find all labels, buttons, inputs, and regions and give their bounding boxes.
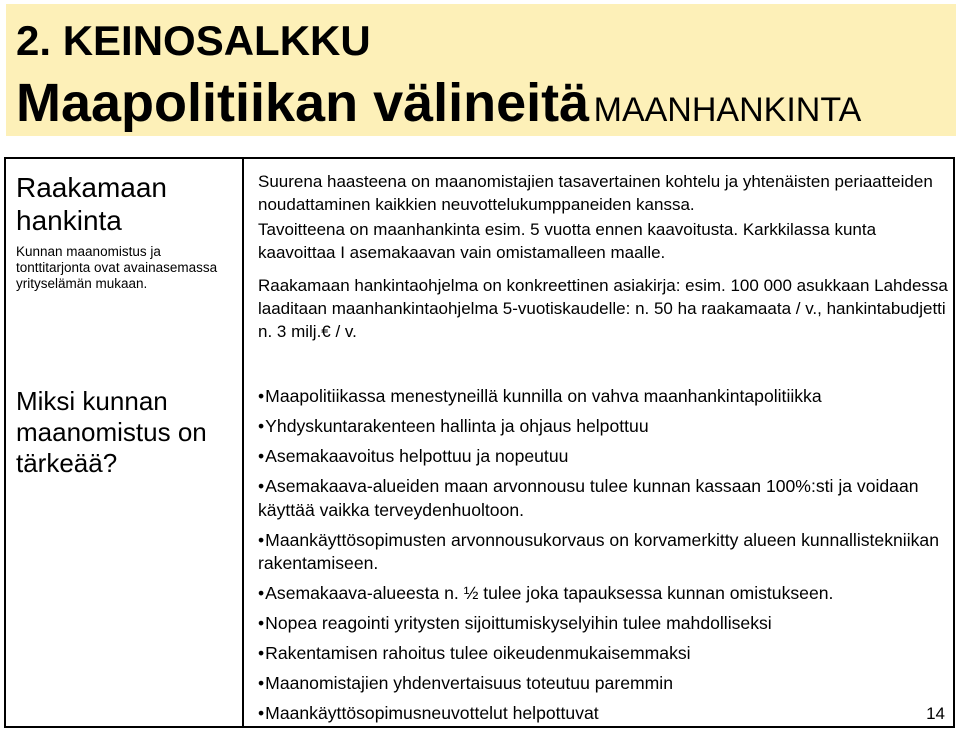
list-item: •Yhdyskuntarakenteen hallinta ja ohjaus helpottuu bbox=[258, 416, 649, 436]
bullet-icon: • bbox=[258, 529, 265, 550]
page-number: 14 bbox=[926, 704, 945, 723]
list-item: •Maanomistajien yhdenvertaisuus toteutuu paremmin bbox=[258, 673, 673, 693]
left-heading: Raakamaan hankinta bbox=[16, 172, 167, 236]
paragraph: Tavoitteena on maanhankinta esim. 5 vuotta ennen kaavoitusta. Karkkilassa kunta kaavoittaa I asemakaavan vain omistamalleen maalle. bbox=[258, 220, 877, 262]
subtitle-main: Maapolitiikan välineitä bbox=[16, 73, 590, 133]
bullet-icon: • bbox=[258, 416, 265, 436]
paragraph: Suurena haasteena on maanomistajien tasavertainen kohtelu ja yhtenäisten periaatteiden noudattaminen kaikkien neuvottelukumppaneiden kanssa. bbox=[258, 172, 933, 214]
bullet-icon: • bbox=[258, 643, 265, 663]
list-item: •Asemakaavoitus helpottuu ja nopeutuu bbox=[258, 446, 569, 466]
list-item: •Asemakaava-alueiden maan arvonnousu tulee kunnan kassaan 100%:sti ja voidaan käyttää vaikka terveydenhuoltoon. bbox=[258, 476, 919, 520]
slide-header bbox=[6, 4, 956, 136]
slide-title: 2. KEINOSALKKU bbox=[16, 17, 371, 64]
subtitle-sub: MAANHANKINTA bbox=[593, 91, 862, 129]
bullet-icon: • bbox=[258, 446, 265, 466]
right-paragraphs bbox=[258, 170, 948, 353]
list-item: •Maankäyttösopimusten arvonnousukorvaus on korvamerkitty alueen kunnallistekniikan rakentamiseen. bbox=[258, 529, 939, 573]
left-note: Kunnan maanomistus ja tonttitarjonta ovat avainasemassa yrityselämän mukaan. bbox=[16, 244, 218, 291]
bullet-icon: • bbox=[258, 386, 265, 406]
bullet-icon: • bbox=[258, 613, 265, 633]
list-item: •Rakentamisen rahoitus tulee oikeudenmukaisemmaksi bbox=[258, 643, 691, 663]
list-item: •Maapolitiikassa menestyneillä kunnilla on vahva maanhankintapolitiikka bbox=[258, 386, 822, 406]
bullet-icon: • bbox=[258, 583, 265, 603]
bullet-icon: • bbox=[258, 673, 265, 693]
bullet-icon: • bbox=[258, 703, 265, 723]
content-table bbox=[4, 157, 955, 728]
bullet-icon: • bbox=[258, 476, 265, 496]
slide-subtitle bbox=[16, 74, 861, 146]
left-question: Miksi kunnan maanomistus on tärkeää? bbox=[16, 386, 207, 478]
column-divider bbox=[242, 159, 244, 726]
list-item: •Nopea reagointi yritysten sijoittumiskyselyihin tulee mahdolliseksi bbox=[258, 613, 772, 633]
bullet-list bbox=[258, 385, 948, 732]
list-item: •Asemakaava-alueesta n. ½ tulee joka tapauksessa kunnan omistukseen. bbox=[258, 583, 834, 603]
paragraph: Raakamaan hankintaohjelma on konkreettinen asiakirja: esim. 100 000 asukkaan Lahdessa laaditaan maanhankintaohjelma 5-vuotiskaudelle: n. 50 ha raakamaata / v., hankintabudjetti n. 3 milj.€ / v. bbox=[258, 276, 948, 341]
list-item: •Maankäyttösopimusneuvottelut helpottuvat bbox=[258, 703, 599, 723]
